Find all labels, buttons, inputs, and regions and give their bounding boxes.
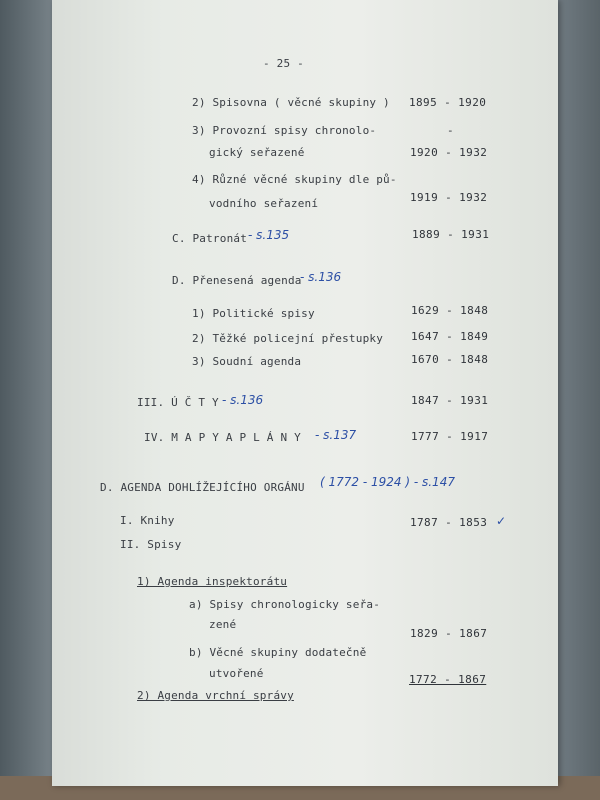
years-soudni: 1670 - 1848: [411, 353, 489, 366]
entry-soudni: 3) Soudní agenda: [192, 355, 302, 368]
dash-provozni: -: [447, 124, 455, 137]
years-provozni: 1920 - 1932: [410, 146, 488, 159]
years-knihy: 1787 - 1853: [410, 516, 488, 529]
page-number: - 25 -: [263, 57, 304, 70]
years-tezke: 1647 - 1849: [411, 330, 489, 343]
years-politicke: 1629 - 1848: [411, 304, 489, 317]
years-mapy: 1777 - 1917: [411, 430, 489, 443]
entry-ruzne-line1: 4) Různé věcné skupiny dle pů-: [192, 173, 397, 186]
years-chron: 1829 - 1867: [410, 627, 488, 640]
entry-chron-line1: a) Spisy chronologicky seřa-: [189, 598, 381, 611]
entry-knihy: I. Knihy: [120, 514, 175, 527]
years-patronat: 1889 - 1931: [412, 228, 490, 241]
handwritten-note-ucty: - s.136: [222, 393, 264, 407]
years-ucty: 1847 - 1931: [411, 394, 489, 407]
entry-inspektoratu: 1) Agenda inspektorátu: [137, 575, 288, 588]
handwritten-note-patronat: - s.135: [248, 228, 290, 242]
entry-provozni-line2: gický seřazené: [209, 146, 305, 159]
entry-spisy: II. Spisy: [120, 538, 182, 551]
entry-vecne-line2: utvořené: [209, 667, 264, 680]
handwritten-note-mapy: - s.137: [315, 428, 357, 442]
handwritten-note-agenda-d: ( 1772 - 1924 ) - s.147: [320, 475, 455, 489]
years-spisovna: 1895 - 1920: [409, 96, 487, 109]
entry-ucty: III. Ú Č T Y: [137, 396, 219, 409]
entry-ruzne-line2: vodního seřazení: [209, 197, 319, 210]
entry-mapy: IV. M A P Y A P L Á N Y: [144, 431, 301, 444]
check-mark-icon: ✓: [496, 514, 507, 528]
entry-patronat: C. Patronát: [172, 232, 248, 245]
handwritten-note-prenesena: - s.136: [300, 270, 342, 284]
years-ruzne: 1919 - 1932: [410, 191, 488, 204]
document-page: [52, 0, 558, 786]
entry-spisovna: 2) Spisovna ( věcné skupiny ): [192, 96, 390, 109]
entry-prenesena: D. Přenesená agenda: [172, 274, 302, 287]
entry-provozni-line1: 3) Provozní spisy chronolo-: [192, 124, 377, 137]
entry-agenda-d: D. AGENDA DOHLÍŽEJÍCÍHO ORGÁNU: [100, 481, 305, 494]
entry-vrchni: 2) Agenda vrchní správy: [137, 689, 294, 702]
years-vecne: 1772 - 1867: [409, 673, 487, 686]
entry-chron-line2: zené: [209, 618, 237, 631]
entry-politicke: 1) Politické spisy: [192, 307, 315, 320]
entry-tezke: 2) Těžké policejní přestupky: [192, 332, 384, 345]
entry-vecne-line1: b) Věcné skupiny dodatečně: [189, 646, 367, 659]
